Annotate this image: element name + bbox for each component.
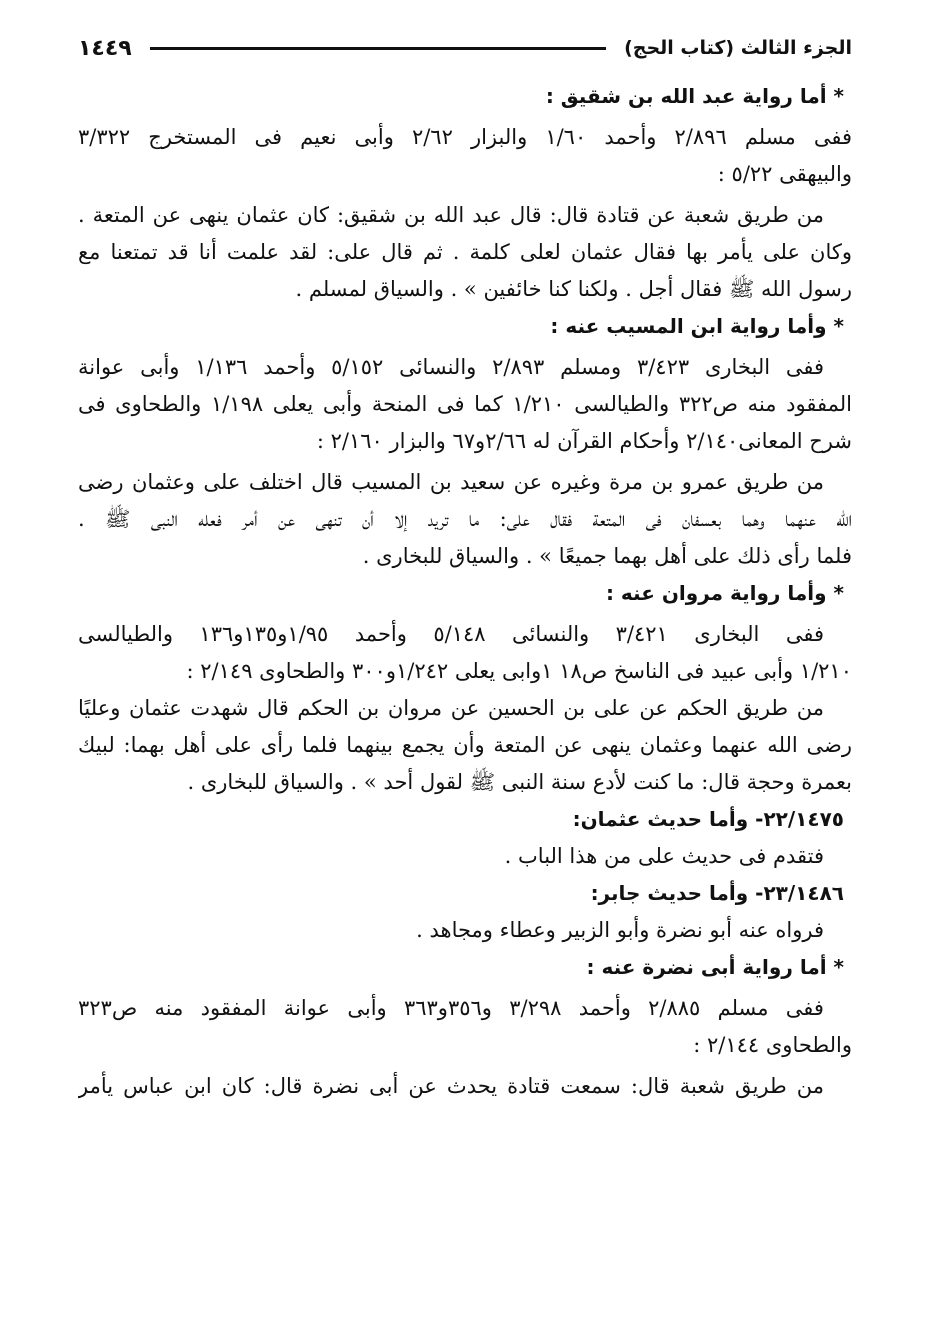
body-line: المفقود منه ص٣٢٢ والطيالسى ١/٢١٠ كما فى المنحة وأبى يعلى ١/١٩٨ والطحاوى فى [78, 392, 852, 416]
body-line: رسول الله ﷺ فقال أجل . ولكنا كنا خائفين » . والسياق لمسلم . [295, 277, 852, 301]
body-line: ففى البخارى ٣/٤٢٣ ومسلم ٢/٨٩٣ والنسائى ٥/١٥٢ وأحمد ١/١٣٦ وأبى عوانة [78, 355, 824, 379]
body-line: الله عنهما وهما بعسفان فى المتعة فقال على: ما تريد إلا أن تنهى عن أمر فعله النبى ﷺ . [78, 507, 852, 531]
body-line: وكان على يأمر بها فقال عثمان لعلى كلمة . ثم قال على: لقد علمت أنا قد تمتعنا مع [78, 240, 852, 264]
section-heading: * وأما رواية مروان عنه : [605, 581, 844, 605]
body-line: ففى مسلم ٢/٨٩٦ وأحمد ١/٦٠ والبزار ٢/٦٢ وأبى نعيم فى المستخرج ٣/٣٢٢ [78, 125, 852, 149]
body-line: والبيهقى ٥/٢٢ : [717, 162, 852, 186]
section-heading: * أما رواية عبد الله بن شقيق : [545, 84, 844, 108]
body-line: فلما رأى ذلك على أهل بهما جميعًا » . والسياق للبخارى . [362, 544, 852, 568]
running-title: الجزء الثالث (كتاب الحج) [624, 37, 852, 59]
body-line: شرح المعانى٢/١٤٠ وأحكام القرآن له ٢/٦٦و٦٧ والبزار ٢/١٦٠ : [316, 429, 852, 453]
body-line: ففى مسلم ٢/٨٨٥ وأحمد ٣/٢٩٨ و٣٥٦و٣٦٣ وأبى عوانة المفقود منه ص٣٢٣ [78, 996, 824, 1020]
body-line: من طريق الحكم عن على بن الحسين عن مروان بن الحكم قال شهدت عثمان وعليًا [78, 696, 824, 720]
body-line: من طريق شعبة عن قتادة قال: قال عبد الله بن شقيق: كان عثمان ينهى عن المتعة . [78, 203, 824, 227]
header-rule [150, 47, 606, 50]
page-number: ١٤٤٩ [78, 35, 132, 61]
body-line: رضى الله عنهما وعثمان ينهى عن المتعة وأن يجمع بينهما فلما رأى على أهل بهما: لبيك [78, 733, 852, 757]
hadith-heading: ٢٢/١٤٧٥- وأما حديث عثمان: [572, 807, 844, 831]
body-line: ففى البخارى ٣/٤٢١ والنسائى ٥/١٤٨ وأحمد ١/٩٥و١٣٥و١٣٦ والطيالسى [78, 622, 824, 646]
body-line: من طريق شعبة قال: سمعت قتادة يحدث عن أبى نضرة قال: كان ابن عباس يأمر [78, 1074, 824, 1098]
body-line: فرواه عنه أبو نضرة وأبو الزبير وعطاء ومجاهد . [416, 918, 824, 942]
body-line: ١/٢١٠ وأبى عبيد فى الناسخ ص١٨ ١وابى يعلى ١/٢٤٢و٣٠٠ والطحاوى ٢/١٤٩ : [186, 659, 852, 683]
page-body [78, 78, 852, 1105]
body-line: فتقدم فى حديث على من هذا الباب . [504, 844, 824, 868]
body-line: بعمرة وحجة قال: ما كنت لأدع سنة النبى ﷺ لقول أحد » . والسياق للبخارى . [187, 770, 852, 794]
page-header [78, 28, 852, 68]
section-heading: * أما رواية أبى نضرة عنه : [586, 955, 844, 979]
hadith-heading: ٢٣/١٤٨٦- وأما حديث جابر: [590, 881, 844, 905]
section-heading: * وأما رواية ابن المسيب عنه : [550, 314, 844, 338]
body-line: والطحاوى ٢/١٤٤ : [693, 1033, 852, 1057]
body-line: من طريق عمرو بن مرة وغيره عن سعيد بن المسيب قال اختلف على وعثمان رضى [78, 470, 824, 494]
